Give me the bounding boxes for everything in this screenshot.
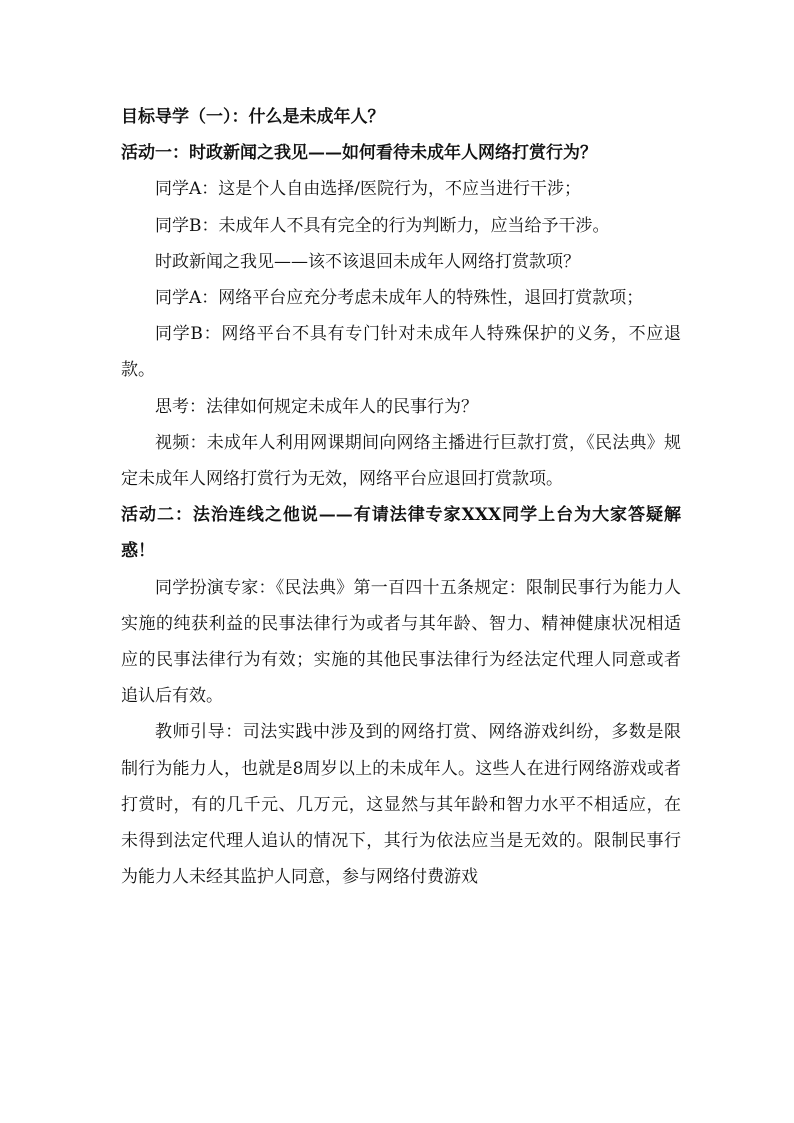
- activity-two-title: 活动二：法治连线之他说——有请法律专家XXX同学上台为大家答疑解惑！: [121, 505, 681, 562]
- paragraph-student-a-refund: 同学A：网络平台应充分考虑未成年人的特殊性，退回打赏款项；: [155, 288, 644, 309]
- paragraph-student-a-opinion: 同学A：这是个人自由选择/医院行为，不应当进行干涉；: [155, 179, 582, 200]
- paragraph-thinking: 思考：法律如何规定未成年人的民事行为？: [155, 396, 478, 417]
- paragraph-teacher-guidance: 教师引导：司法实践中涉及到的网络打赏、网络游戏纠纷，多数是限制行为能力人，也就是8周岁以上的未成年人。这些人在进行网络游戏或者打赏时，有的几千元、几万元，这显然与其年龄和智力水平不相适应，在未得到法定代理人追认的情况下，其行为依法应当是无效的。限制民事行为能力人未经其监护人同意，参与网络付费游戏: [121, 722, 681, 888]
- paragraph-student-b-refund: 同学B：网络平台不具有专门针对未成年人特殊保护的义务，不应退款。: [121, 324, 681, 381]
- paragraph-video: 视频：未成年人利用网课期间向网络主播进行巨款打赏，《民法典》规定未成年人网络打赏行为无效，网络平台应退回打赏款项。: [121, 432, 681, 490]
- activity-one-title: 活动一：时政新闻之我见——如何看待未成年人网络打赏行为？: [121, 143, 597, 164]
- document-body: [121, 99, 681, 895]
- paragraph-student-b-opinion: 同学B：未成年人不具有完全的行为判断力，应当给予干涉。: [155, 215, 610, 236]
- paragraph-refund-question: 时政新闻之我见——该不该退回未成年人网络打赏款项？: [155, 251, 580, 272]
- section-heading: 目标导学（一）：什么是未成年人？: [121, 107, 385, 127]
- paragraph-expert: 同学扮演专家：《民法典》第一百四十五条规定：限制民事行为能力人实施的纯获利益的民事法律行为或者与其年龄、智力、精神健康状况相适应的民事法律行为有效；实施的其他民事法律行为经法定代理人同意或者追认后有效。: [121, 577, 681, 707]
